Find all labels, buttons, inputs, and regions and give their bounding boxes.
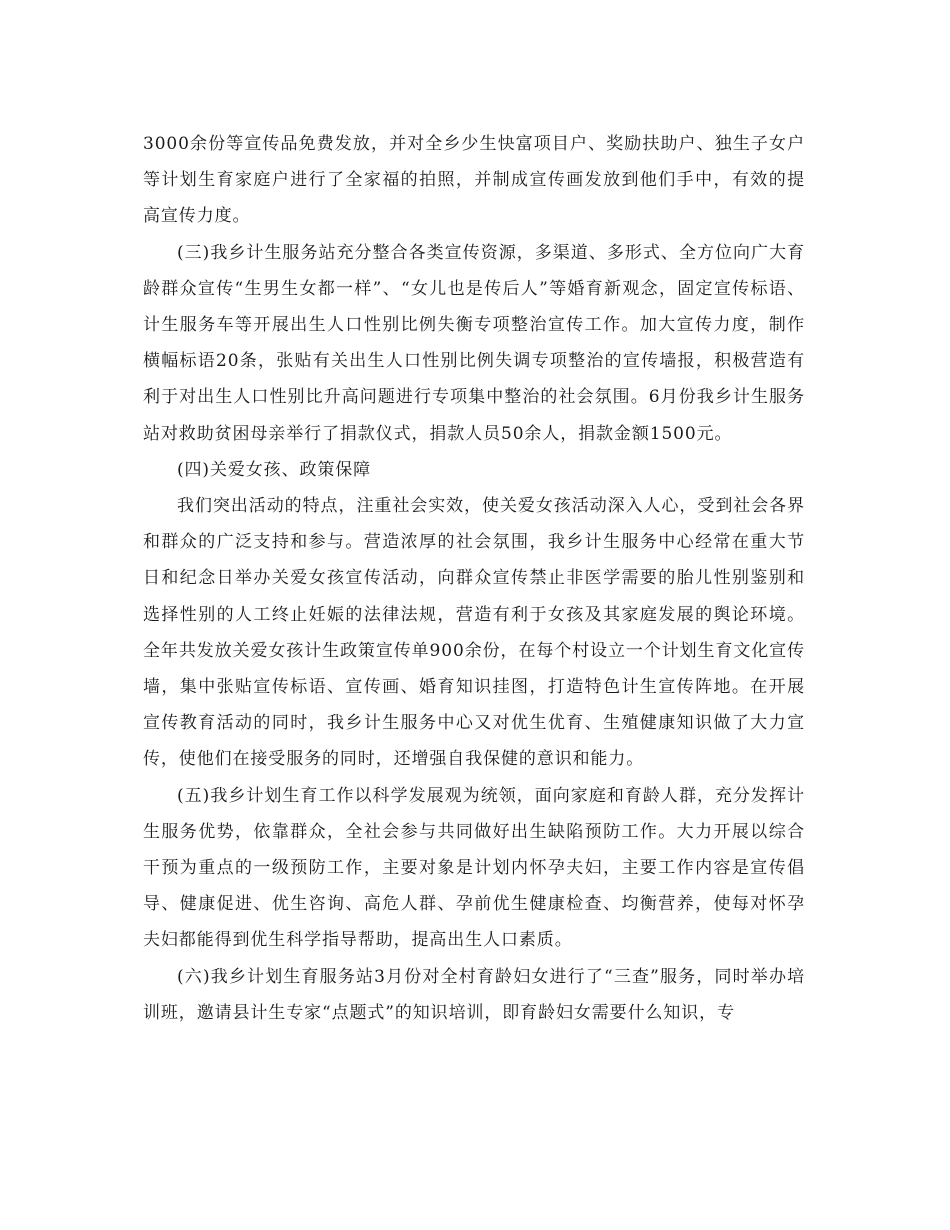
paragraph-continuation: 3000余份等宣传品免费发放，并对全乡少生快富项目户、奖励扶助户、独生子女户等计划生育家庭户进行了全家福的拍照，并制成宣传画发放到他们手中，有效的提高宣传力度。 [143,134,805,227]
section-heading-4: (四)关爱女孩、政策保障 [177,459,372,480]
paragraph-section-4-body: 我们突出活动的特点，注重社会实效，使关爱女孩活动深入人心，受到社会各界和群众的广泛支持和参与。营造浓厚的社会氛围，我乡计生服务中心经常在重大节日和纪念日举办关爱女孩宣传活动，向群众宣传禁止非医学需要的胎儿性别鉴别和选择性别的人工终止妊娠的法律法规，营造有利于女孩及其家庭发展的舆论环境。全年共发放关爱女孩计生政策宣传单900余份，在每个村设立一个计划生育文化宣传墙，集中张贴宣传标语、宣传画、婚育知识挂图，打造特色计生宣传阵地。在开展宣传教育活动的同时，我乡计生服务中心又对优生优育、生殖健康知识做了大力宣传，使他们在接受服务的同时，还增强自我保健的意识和能力。 [143,496,805,770]
paragraph-section-3: (三)我乡计生服务站充分整合各类宣传资源，多渠道、多形式、全方位向广大育龄群众宣传“生男生女都一样”、“女儿也是传后人”等婚育新观念，固定宣传标语、计生服务车等开展出生人口性别比例失衡专项整治宣传工作。加大宣传力度，制作横幅标语20条，张贴有关出生人口性别比例失调专项整治的宣传墙报，积极营造有利于对出生人口性别比升高问题进行专项集中整治的社会氛围。6月份我乡计生服务站对救助贫困母亲举行了捐款仪式，捐款人员50余人，捐款金额1500元。 [143,242,805,444]
paragraph-section-5: (五)我乡计划生育工作以科学发展观为统领，面向家庭和育龄人群，充分发挥计生服务优势，依靠群众，全社会参与共同做好出生缺陷预防工作。大力开展以综合干预为重点的一级预防工作，主要对象是计划内怀孕夫妇，主要工作内容是宣传倡导、健康促进、优生咨询、高危人群、孕前优生健康检查、均衡营养，使每对怀孕夫妇都能得到优生科学指导帮助，提高出生人口素质。 [143,785,805,951]
document-body [143,126,805,1031]
paragraph-section-6: (六)我乡计划生育服务站3月份对全村育龄妇女进行了“三查”服务，同时举办培训班，邀请县计生专家“点题式”的知识培训，即育龄妇女需要什么知识，专 [143,966,805,1023]
